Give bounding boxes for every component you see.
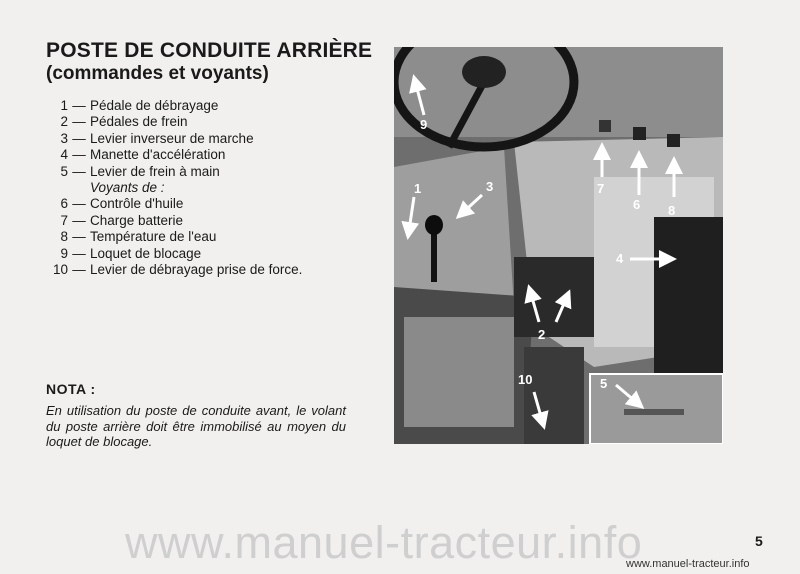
page-number: 5 — [755, 533, 763, 549]
callout-label: 6 — [633, 197, 641, 212]
cab-photo — [394, 47, 723, 444]
callout-label: 2 — [538, 327, 546, 342]
callout-label: 9 — [420, 117, 428, 132]
callout-label: 4 — [616, 251, 624, 266]
list-item: 9 — Loquet de blocage — [60, 245, 202, 261]
callout-label: 3 — [486, 179, 494, 194]
callout-label: 7 — [597, 181, 605, 196]
callout-label: 1 — [414, 181, 422, 196]
nota-heading: NOTA : — [46, 381, 96, 397]
controls-list — [38, 98, 378, 278]
callout-label: 8 — [668, 203, 676, 218]
list-item: 7 — Charge batterie — [60, 212, 184, 228]
section-label: Voyants de : — [90, 180, 165, 196]
page-subtitle: (commandes et voyants) — [46, 63, 269, 84]
list-item: 2 — Pédales de frein — [60, 114, 188, 130]
list-item: 3 — Levier inverseur de marche — [60, 130, 254, 146]
cab-photo-illustration — [394, 47, 723, 444]
page-title: POSTE DE CONDUITE ARRIÈRE — [46, 39, 373, 62]
list-item: 6 — Contrôle d'huile — [60, 196, 184, 212]
nota-text: En utilisation du poste de conduite avant, le volant du poste arrière doit être immobilisé au moyen du loquet de blocage. — [46, 403, 346, 449]
list-item: 4 — Manette d'accélération — [60, 147, 226, 163]
callout-label: 10 — [518, 372, 533, 387]
list-item: 5 — Levier de frein à main — [60, 163, 220, 179]
list-item: 1 — Pédale de débrayage — [60, 98, 219, 113]
watermark-small: www.manuel-tracteur.info — [626, 558, 750, 570]
list-item: 8 — Température de l'eau — [60, 229, 217, 245]
list-item: 10 — Levier de débrayage prise de force. — [52, 262, 303, 278]
watermark: www.manuel-tracteur.info — [125, 517, 643, 568]
callout-label: 5 — [600, 376, 608, 391]
